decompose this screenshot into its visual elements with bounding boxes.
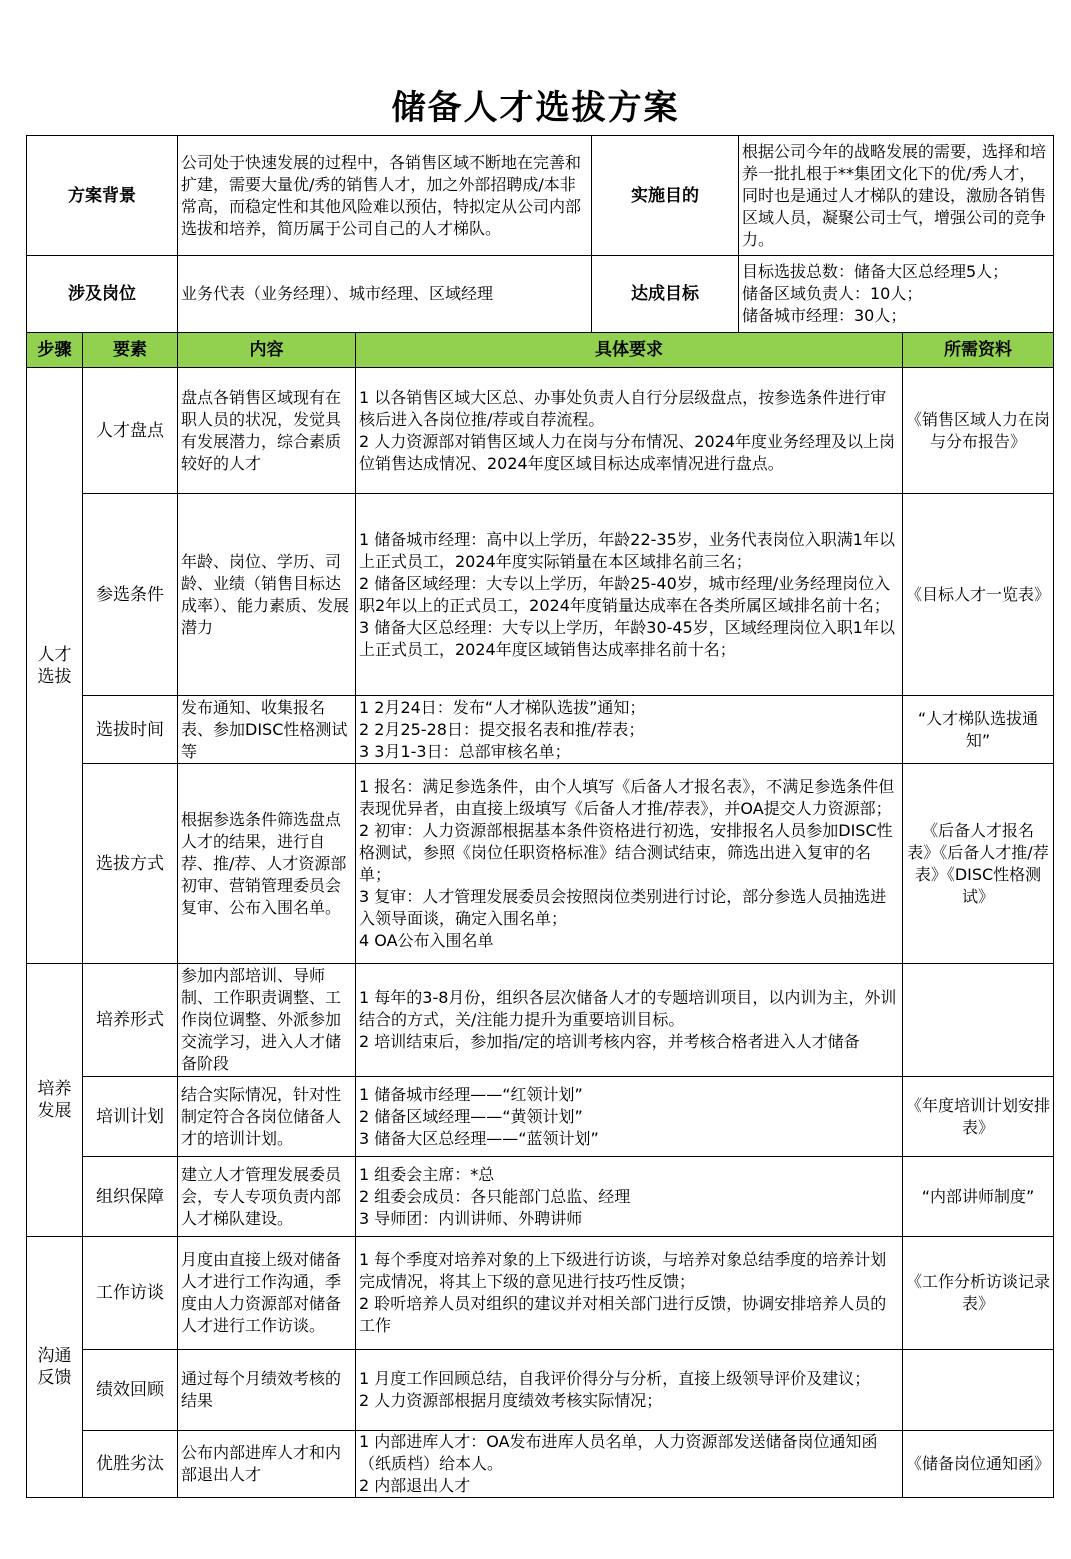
materials-cell: 《年度培训计划安排表》	[903, 1077, 1054, 1157]
plan-row	[27, 368, 1054, 494]
goal-text	[739, 256, 1054, 333]
requirement-line: 1 储备城市经理：高中以上学历，年龄22-35岁，业务代表岗位入职满1年以上正式员工，2024年度实际销量在本区域排名前三名；	[359, 529, 895, 571]
positions-text: 业务代表（业务经理）、城市经理、区域经理	[178, 256, 592, 333]
plan-row	[27, 494, 1054, 696]
requirement-line: 2 组委会成员：各只能部门总监、经理	[359, 1186, 631, 1206]
plan-row	[27, 696, 1054, 764]
requirement-line: 1 每个季度对培养对象的上下级进行访谈，与培养对象总结季度的培养计划完成情况，将其上下级的意见进行技巧性反馈；	[359, 1250, 887, 1291]
requirements-cell	[356, 1077, 903, 1157]
materials-cell	[903, 964, 1054, 1077]
overview-table	[26, 135, 1054, 333]
requirement-line: 1 组委会主席：*总	[359, 1164, 495, 1184]
requirements-cell	[356, 1350, 903, 1431]
requirement-line: 2 培训结束后，参加指/定的培训考核内容，并考核合格者进入人才储备	[359, 1032, 860, 1051]
materials-cell: 《储备岗位通知函》	[903, 1431, 1054, 1498]
requirement-line: 3 导师团：内训讲师、外聘讲师	[359, 1208, 583, 1228]
purpose-text: 根据公司今年的战略发展的需要，选择和培养一批扎根于**集团文化下的优/秀人才，同时也是通过人才梯队的建设，激励各销售区域人员，凝聚公司士气，增强公司的竞争力。	[739, 136, 1054, 256]
requirement-line: 2 聆听培养人员对组织的建议并对相关部门进行反馈，协调安排培养人员的工作	[359, 1294, 887, 1335]
requirements-cell	[356, 696, 903, 764]
requirement-line: 2 储备区域经理——“黄领计划”	[359, 1106, 583, 1126]
plan-row	[27, 1077, 1054, 1157]
materials-cell: 《工作分析访谈记录表》	[903, 1237, 1054, 1350]
requirement-line: 2 内部退出人才	[359, 1476, 471, 1495]
goal-line: 储备区域负责人：10人；	[742, 284, 923, 303]
plan-row	[27, 1237, 1054, 1350]
requirements-cell	[356, 764, 903, 964]
header-materials: 所需资料	[903, 333, 1054, 368]
content-cell: 年龄、岗位、学历、司龄、业绩（销售目标达成率）、能力素质、发展潜力	[178, 494, 356, 696]
requirement-line: 1 以各销售区域大区总、办事处负责人自行分层级盘点，按参选条件进行审核后进入各岗位推/荐或自荐流程。	[359, 387, 887, 429]
materials-cell: 《销售区域人力在岗与分布报告》	[903, 368, 1054, 494]
header-element: 要素	[83, 333, 178, 368]
plan-table	[26, 332, 1054, 1498]
background-label: 方案背景	[27, 136, 178, 256]
requirement-line: 4 OA公布入围名单	[359, 930, 494, 950]
content-cell: 盘点各销售区域现有在职人员的状况，发觉具有发展潜力，综合素质较好的人才	[178, 368, 356, 494]
content-cell: 建立人才管理发展委员会，专人专项负责内部人才梯队建设。	[178, 1157, 356, 1237]
goal-label: 达成目标	[592, 256, 739, 333]
materials-cell: 《目标人才一览表》	[903, 494, 1054, 696]
element-cell: 选拔时间	[83, 696, 178, 764]
step-cell: 培养 发展	[27, 964, 83, 1237]
requirements-cell	[356, 1157, 903, 1237]
background-text: 公司处于快速发展的过程中，各销售区域不断地在完善和扩建，需要大量优/秀的销售人才，加之外部招聘成/本非常高，而稳定性和其他风险难以预估，特拟定从公司内部选拔和培养，简历属于公司自己的人才梯队。	[178, 136, 592, 256]
plan-row	[27, 1157, 1054, 1237]
element-cell: 绩效回顾	[83, 1350, 178, 1431]
plan-row	[27, 1350, 1054, 1431]
requirements-cell	[356, 368, 903, 494]
requirement-line: 3 复审：人才管理发展委员会按照岗位类别进行讨论，部分参选人员抽选进入领导面谈，确定入围名单；	[359, 886, 887, 928]
materials-cell: 《后备人才报名表》《后备人才推/荐表》《DISC性格测试》	[903, 764, 1054, 964]
element-cell: 培养形式	[83, 964, 178, 1077]
element-cell: 参选条件	[83, 494, 178, 696]
element-cell: 培训计划	[83, 1077, 178, 1157]
content-cell: 发布通知、收集报名表、参加DISC性格测试等	[178, 696, 356, 764]
element-cell: 优胜劣汰	[83, 1431, 178, 1498]
element-cell: 人才盘点	[83, 368, 178, 494]
content-cell: 通过每个月绩效考核的结果	[178, 1350, 356, 1431]
requirement-line: 2 人力资源部对销售区域人力在岗与分布情况、2024年度业务经理及以上岗位销售达成情况、2024年度区域目标达成率情况进行盘点。	[359, 431, 895, 473]
goal-line: 储备城市经理：30人；	[742, 306, 907, 325]
requirement-line: 2 储备区域经理：大专以上学历，年龄25-40岁，城市经理/业务经理岗位入职2年以上的正式员工，2024年度销量达成率在各类所属区域排名前十名；	[359, 573, 891, 615]
requirement-line: 1 储备城市经理——“红领计划”	[359, 1084, 583, 1104]
requirement-line: 1 报名：满足参选条件，由个人填写《后备人才报名表》，不满足参选条件但表现优异者，由直接上级填写《后备人才推/荐表》，并OA提交人力资源部；	[359, 776, 895, 818]
requirement-line: 2 人力资源部根据月度绩效考核实际情况；	[359, 1391, 663, 1410]
materials-cell: “人才梯队选拔通知”	[903, 696, 1054, 764]
requirements-cell	[356, 964, 903, 1077]
requirement-line: 1 每年的3-8月份，组织各层次储备人才的专题培训项目，以内训为主，外训结合的方式，关/注能力提升为重要培训目标。	[359, 988, 897, 1029]
positions-label: 涉及岗位	[27, 256, 178, 333]
plan-row	[27, 1431, 1054, 1498]
requirement-line: 1 月度工作回顾总结，自我评价得分与分析，直接上级领导评价及建议；	[359, 1369, 871, 1388]
materials-cell	[903, 1350, 1054, 1431]
purpose-label: 实施目的	[592, 136, 739, 256]
step-cell: 沟通 反馈	[27, 1237, 83, 1498]
plan-row	[27, 764, 1054, 964]
element-cell: 组织保障	[83, 1157, 178, 1237]
materials-cell: “内部讲师制度”	[903, 1157, 1054, 1237]
content-cell: 参加内部培训、导师制、工作职责调整、工作岗位调整、外派参加交流学习，进入人才储备阶段	[178, 964, 356, 1077]
requirement-line: 2 2月25-28日：提交报名表和推/荐表；	[359, 719, 645, 739]
requirement-line: 2 初审：人力资源部根据基本条件资格进行初选，安排报名人员参加DISC性格测试，参照《岗位任职资格标准》结合测试结束，筛选出进入复审的名单；	[359, 820, 893, 884]
requirement-line: 1 内部进库人才：OA发布进库人员名单，人力资源部发送储备岗位通知函（纸质档）给本人。	[359, 1432, 878, 1473]
content-cell: 月度由直接上级对储备人才进行工作沟通，季度由人力资源部对储备人才进行工作访谈。	[178, 1237, 356, 1350]
page-title: 储备人才选拔方案	[391, 88, 680, 128]
requirement-line: 3 储备大区总经理——“蓝领计划”	[359, 1128, 599, 1148]
content-cell: 结合实际情况，针对性制定符合各岗位储备人才的培训计划。	[178, 1077, 356, 1157]
header-requirements: 具体要求	[356, 333, 903, 368]
requirements-cell	[356, 1431, 903, 1498]
goal-line: 目标选拔总数：储备大区总经理5人；	[742, 262, 1009, 281]
header-content: 内容	[178, 333, 356, 368]
step-cell: 人才 选拔	[27, 368, 83, 964]
requirement-line: 3 储备大区总经理：大专以上学历，年龄30-45岁，区域经理岗位入职1年以上正式员工，2024年度区域销售达成率排名前十名；	[359, 617, 895, 659]
content-cell: 公布内部进库人才和内部退出人才	[178, 1431, 356, 1498]
requirements-cell	[356, 494, 903, 696]
requirements-cell	[356, 1237, 903, 1350]
requirement-line: 1 2月24日：发布“人才梯队选拔”通知；	[359, 697, 646, 717]
element-cell: 工作访谈	[83, 1237, 178, 1350]
content-cell: 根据参选条件筛选盘点人才的结果，进行自荐、推/荐、人才资源部初审、营销管理委员会复审、公布入围名单。	[178, 764, 356, 964]
element-cell: 选拔方式	[83, 764, 178, 964]
header-step: 步骤	[27, 333, 83, 368]
requirement-line: 3 3月1-3日：总部审核名单；	[359, 741, 571, 761]
plan-row	[27, 964, 1054, 1077]
